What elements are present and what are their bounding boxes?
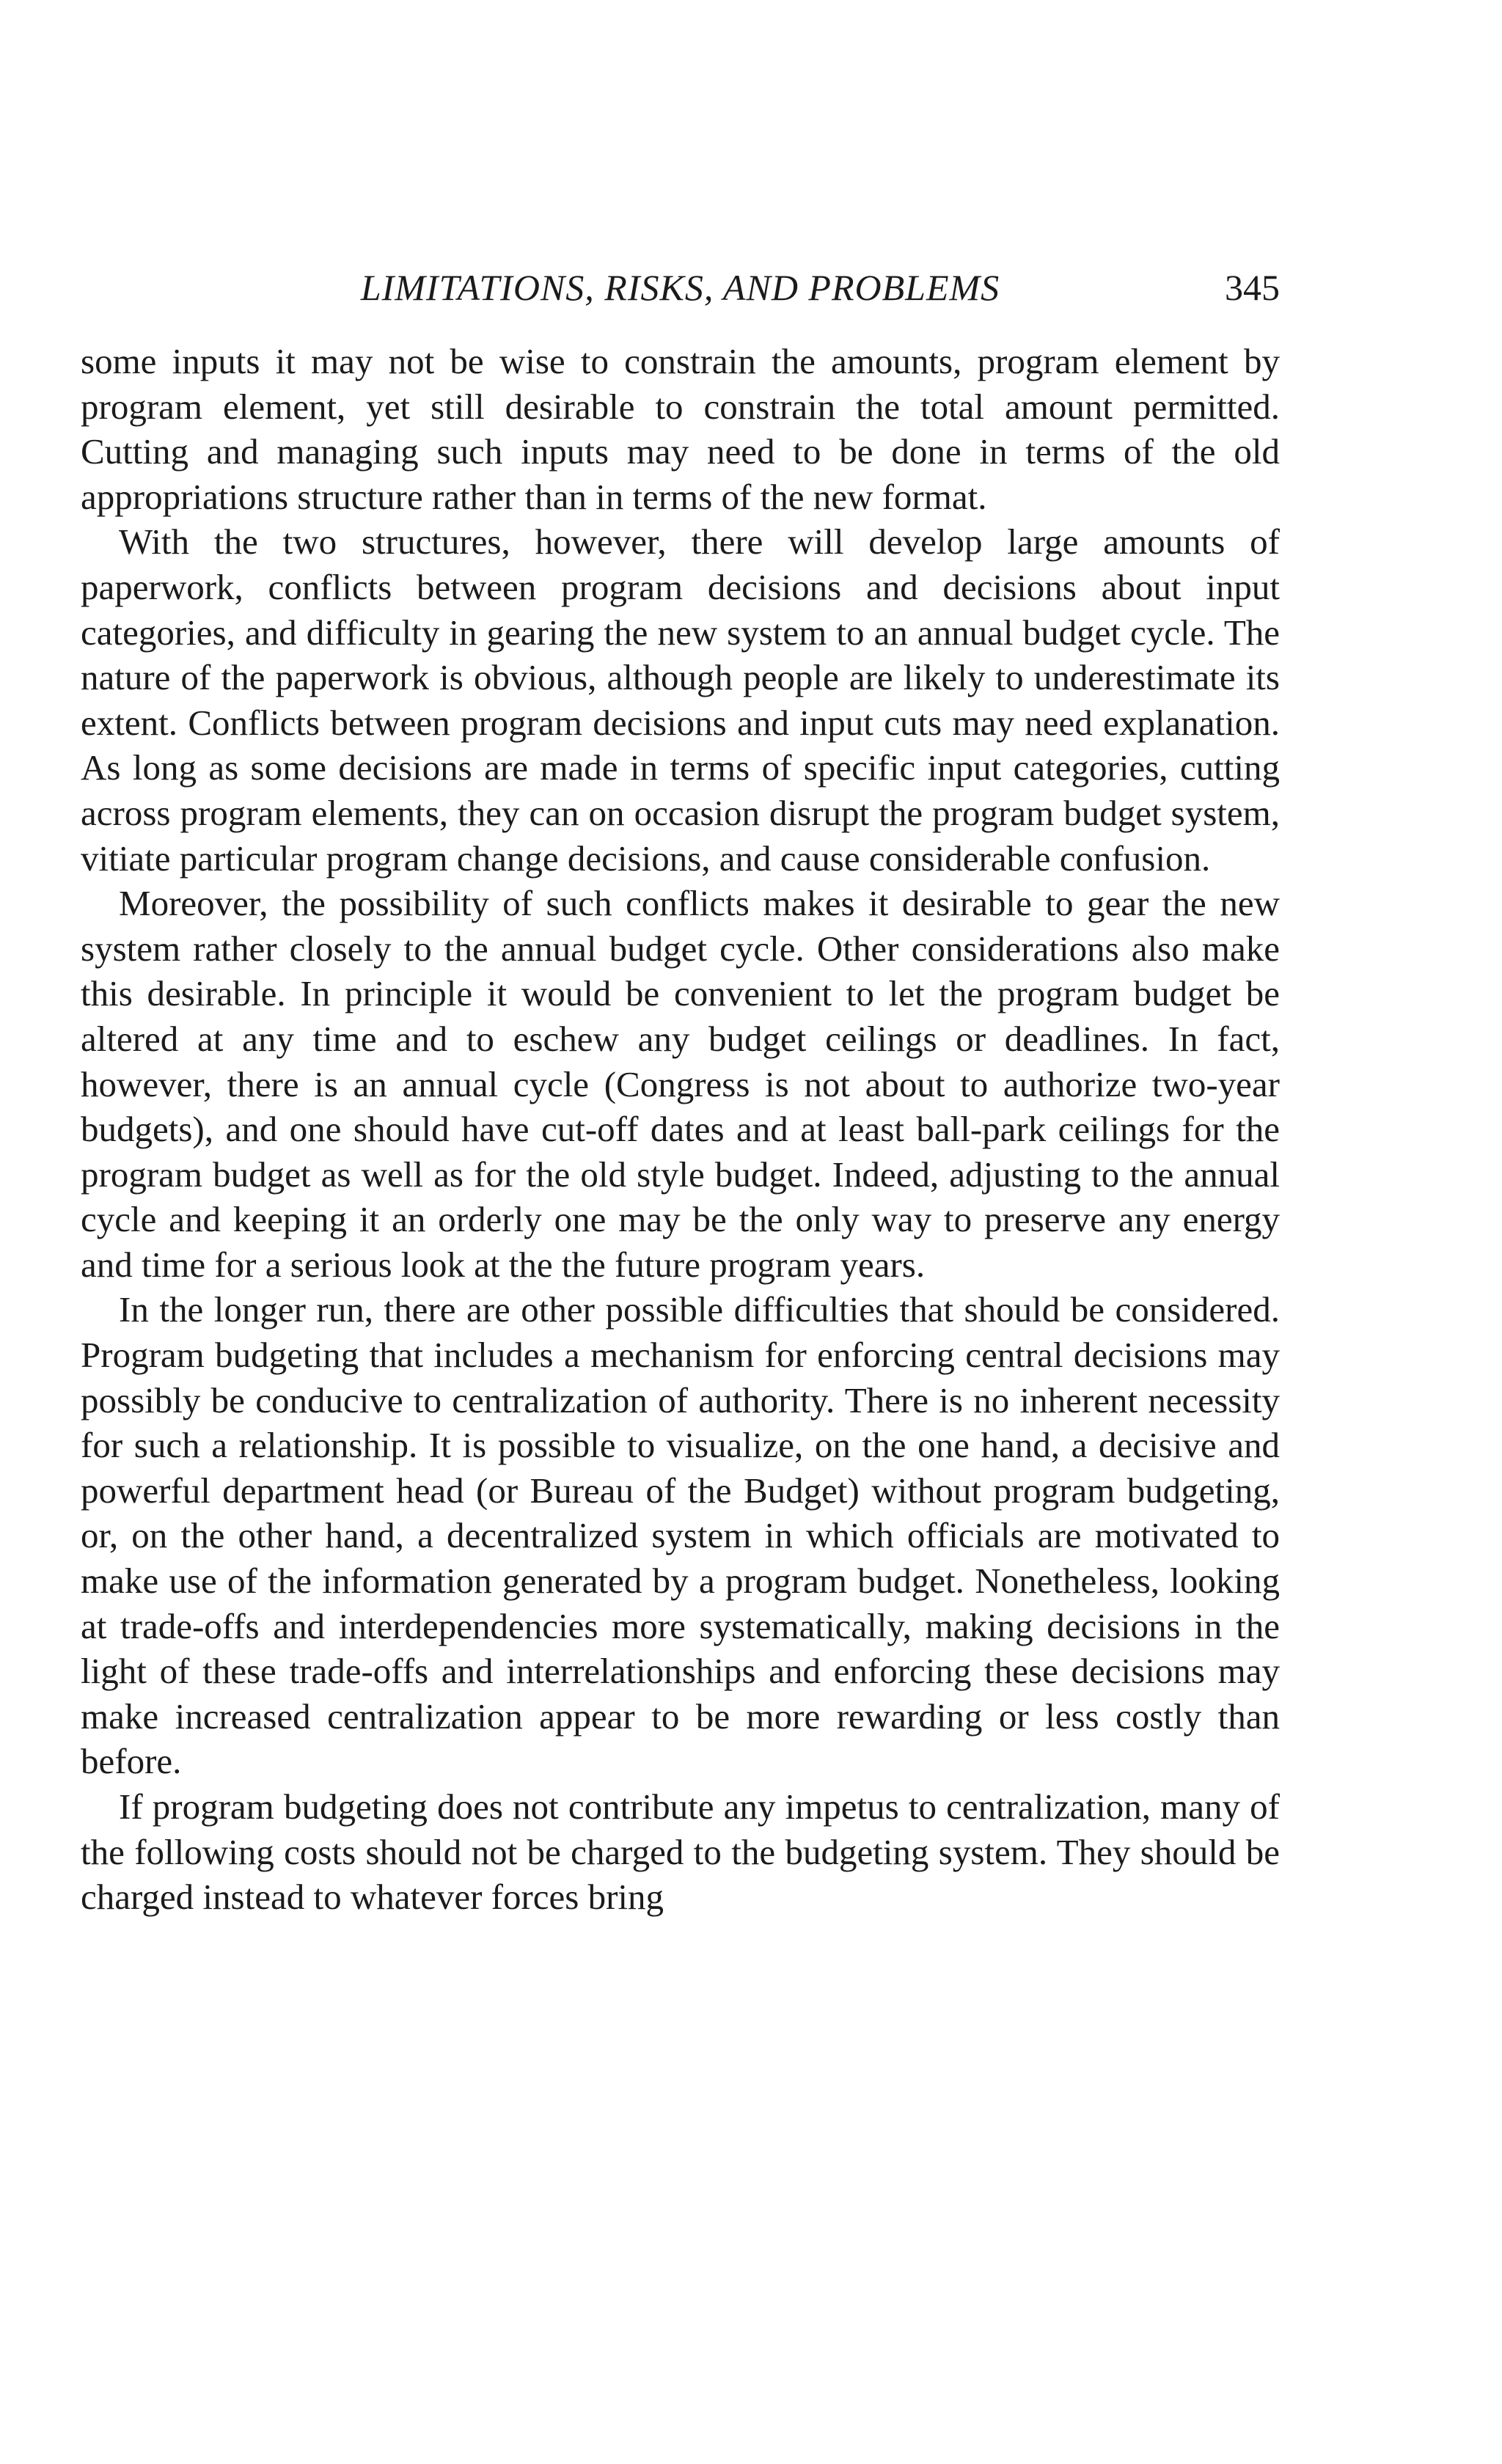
page-number: 345 xyxy=(1225,267,1280,308)
running-title: LIMITATIONS, RISKS, AND PROBLEMS xyxy=(360,267,1000,308)
paragraph-4: In the longer run, there are other possible difficulties that should be considered. Program budgeting that includes a mechanism for enforcing central decisions may possibly be conducive to centralization of authority. There is no inherent necessity for such a relationship. It is possible to visualize, on the one hand, a decisive and powerful department head (or Bureau of the Budget) without program budgeting, or, on the other hand, a decentralized system in which officials are motivated to make use of the information generated by a program budget. Nonetheless, looking at trade-offs and interdependencies more systematically, making decisions in the light of these trade-offs and interrelationships and enforcing these decisions may make increased centralization appear to be more rewarding or less costly than before. xyxy=(81,1289,1280,1782)
running-head xyxy=(81,258,1280,317)
paragraph-3: Moreover, the possibility of such conflicts makes it desirable to gear the new system rather closely to the annual budget cycle. Other considerations also make this desirable. In principle it would be convenient to let the program budget be altered at any time and to eschew any budget ceilings or deadlines. In fact, however, there is an annual cycle (Congress is not about to authorize two-year budgets), and one should have cut-off dates and at least ball-park ceilings for the program budget as well as for the old style budget. Indeed, adjusting to the annual cycle and keeping it an orderly one may be the only way to preserve any energy and time for a serious look at the the future program years. xyxy=(81,883,1280,1285)
paragraph-5: If program budgeting does not contribute any impetus to centralization, many of the following costs should not be charged to the budgeting system. They should be charged instead to whatever forces bring xyxy=(81,1786,1280,1918)
paragraph-1: some inputs it may not be wise to constrain the amounts, program element by program element, yet still desirable to constrain the total amount permitted. Cutting and managing such inputs may need to be done in terms of the old appropriations structure rather than in terms of the new format. xyxy=(81,341,1280,517)
body-text xyxy=(81,339,1280,1920)
paragraph-2: With the two structures, however, there will develop large amounts of paperwork, conflicts between program decisions and decisions about input categories, and difficulty in gearing the new system to an annual budget cycle. The nature of the paperwork is obvious, although people are likely to underestimate its extent. Conflicts between program decisions and input cuts may need explanation. As long as some decisions are made in terms of specific input categories, cutting across program elements, they can on occasion disrupt the program budget system, vitiate particular program change decisions, and cause considerable confusion. xyxy=(81,521,1280,879)
